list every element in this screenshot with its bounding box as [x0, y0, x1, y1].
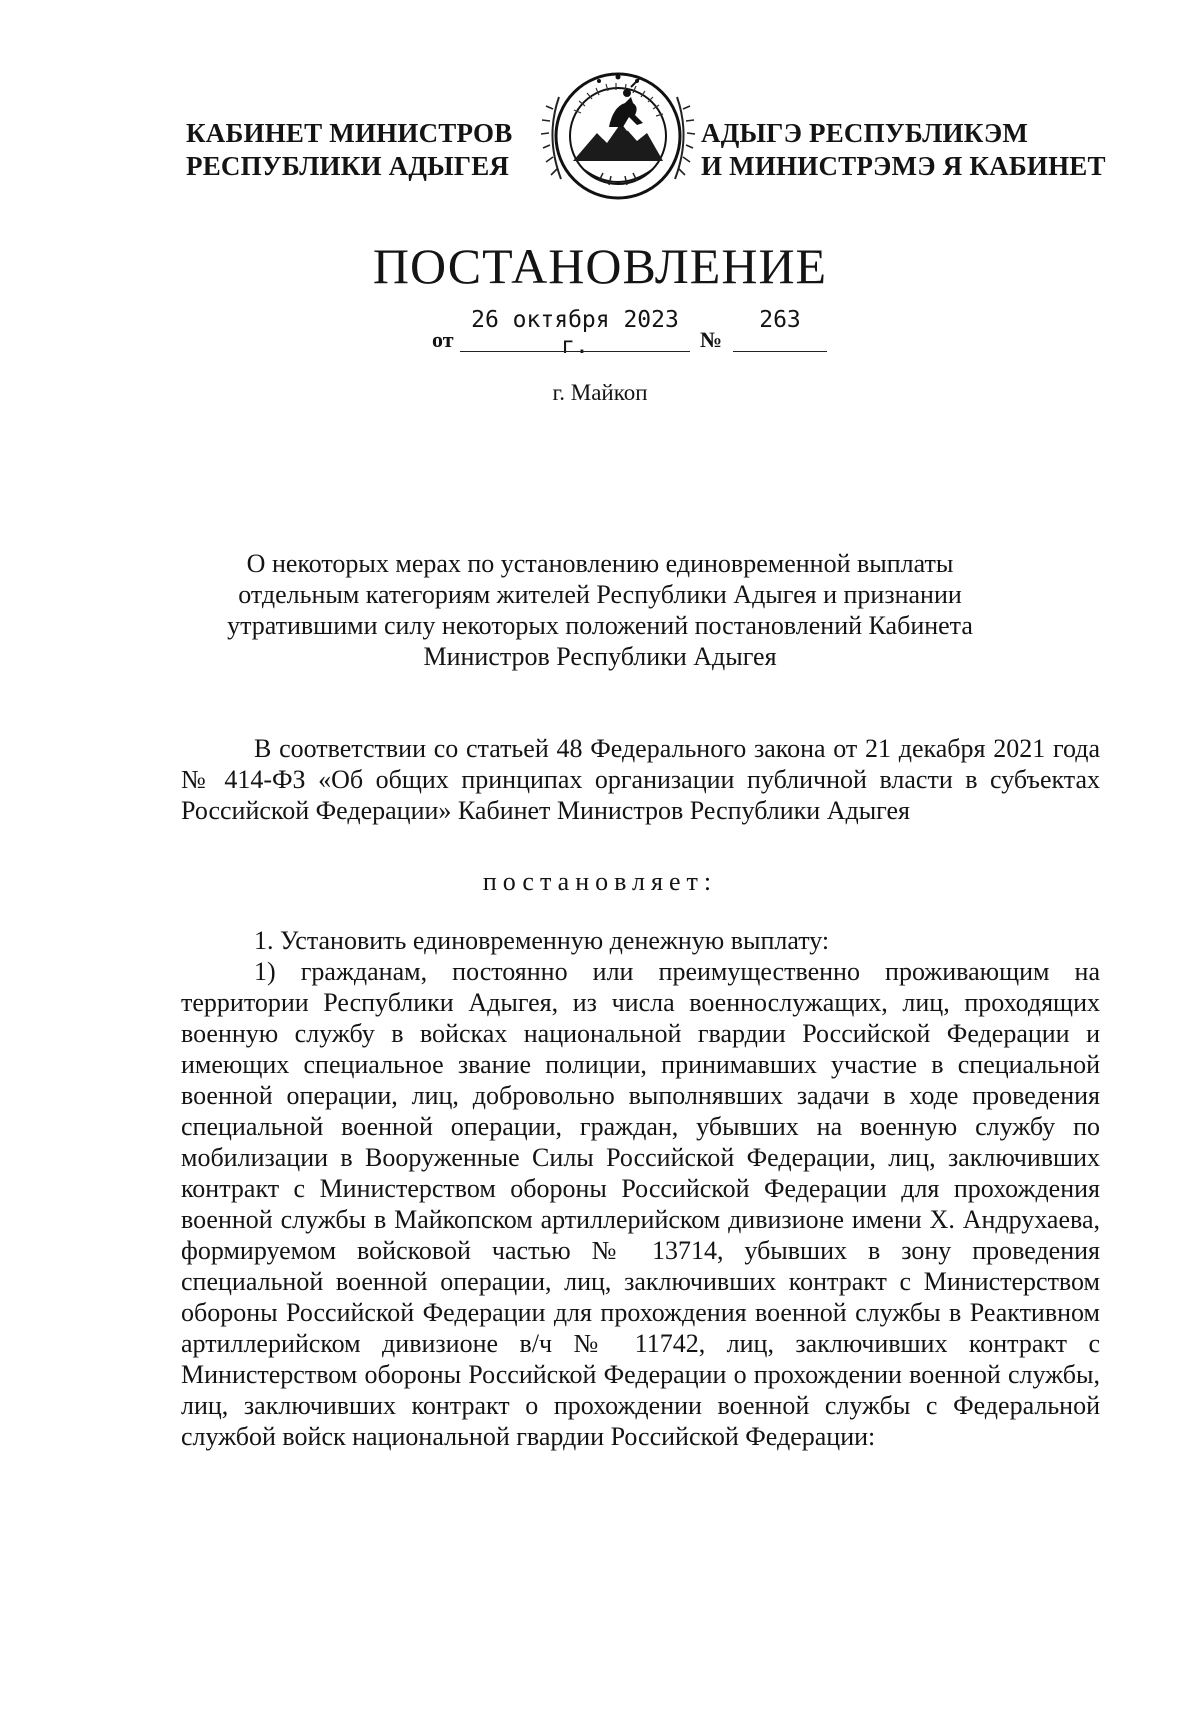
coat-of-arms-emblem-icon	[539, 57, 697, 215]
header-left	[186, 117, 512, 183]
preamble-paragraph: В соответствии со статьей 48 Федерального закона от 21 декабря 2021 года № 414-ФЗ «Об общих принципах организации публичной власти в субъектах Российской Федерации» Кабинет Министров Республики Адыгея	[181, 734, 1100, 825]
city: г. Майкоп	[552, 380, 648, 405]
date-prefix: от	[432, 327, 454, 352]
document-title: ПОСТАНОВЛЕНИЕ	[372, 238, 828, 294]
header-right-line-1: АДЫГЭ РЕСПУБЛИКЭМ	[701, 118, 1029, 148]
header-right	[701, 117, 1106, 183]
item-1: 1. Установить единовременную денежную выплату:	[254, 926, 830, 955]
date-number-row	[0, 305, 1200, 359]
resolves-heading: постановляет:	[482, 867, 718, 896]
header-left-line-1: КАБИНЕТ МИНИСТРОВ	[186, 118, 513, 148]
number-underline	[733, 351, 827, 352]
header-right-line-2: И МИНИСТРЭМЭ Я КАБИНЕТ	[701, 151, 1106, 181]
document-date: 26 октября 2023 г.	[471, 307, 679, 359]
subitem-1: 1) гражданам, постоянно или преимущественно проживающим на территории Республики Адыгея, из числа военнослужащих, лиц, проходящих военную службу в войсках национальной гвардии Российской Федерации и имеющих специальное звание полиции, принимавших участие в специальной военной операции, лиц, добровольно выполнявших задачи в ходе проведения специальной военной операции, граждан, убывших на военную службу по мобилизации в Вооруженные Силы Российской Федерации, лиц, заключивших контракт с Министерством обороны Российской Федерации для прохождения военной службы в Майкопском артиллерийском дивизионе имени Х. Андрухаева, формируемом войсковой частью № 13714, убывших в зону проведения специальной военной операции, лиц, заключивших контракт с Министерством обороны Российской Федерации для прохождения военной службы в Реактивном артиллерийском дивизионе в/ч № 11742, лиц, заключивших контракт с Министерством обороны Российской Федерации о прохождении военной службы, лиц, заключивших контракт о прохождении военной службы с Федеральной службой войск национальной гвардии Российской Федерации:	[181, 957, 1100, 1451]
number-sign: №	[700, 327, 723, 352]
document-subject: О некоторых мерах по установлению единовременной выплаты отдельным категориям жителей Республики Адыгея и признании утратившими силу некоторых положений постановлений Кабинета Министров Республики Адыгея	[227, 549, 973, 671]
document-number: 263	[759, 307, 801, 333]
header-left-line-2: РЕСПУБЛИКИ АДЫГЕЯ	[186, 151, 510, 181]
date-underline	[460, 351, 690, 352]
